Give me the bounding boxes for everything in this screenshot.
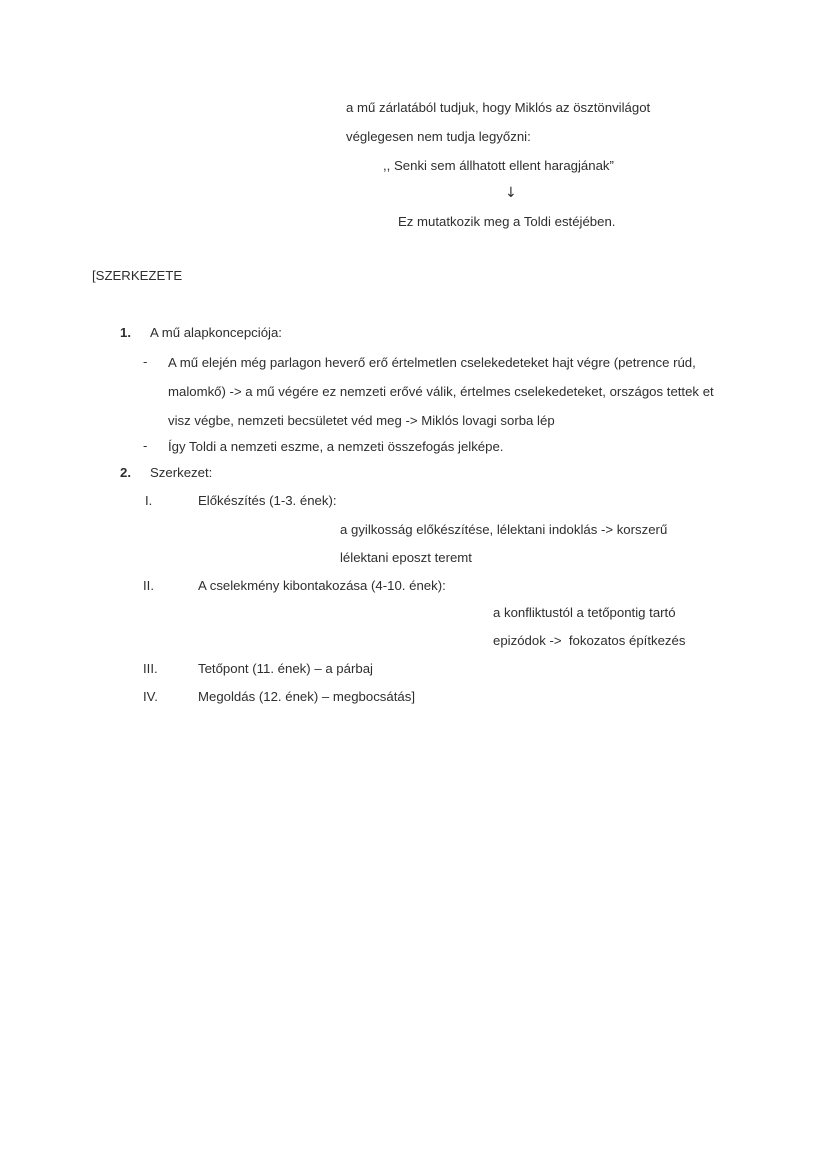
bullet-marker-1-1: -	[143, 354, 148, 369]
roman-marker-2: II.	[143, 578, 154, 593]
intro-conclusion: Ez mutatkozik meg a Toldi estéjében.	[398, 214, 616, 229]
roman-text-1: Előkészítés (1-3. ének):	[198, 493, 337, 508]
intro-quotation: ,, Senki sem állhatott ellent haragjának”	[383, 158, 614, 173]
down-arrow-icon: ↓	[505, 185, 517, 201]
intro-line-2: véglegesen nem tudja legyőzni:	[346, 129, 531, 144]
list-marker-1: 1.	[120, 325, 131, 340]
roman-1-note-1: a gyilkosság előkészítése, lélektani indoklás -> korszerű	[340, 522, 668, 537]
list-item-2-title: Szerkezet:	[150, 465, 213, 480]
intro-line-1: a mű zárlatából tudjuk, hogy Miklós az ösztönvilágot	[346, 100, 651, 115]
bullet-marker-1-2: -	[143, 438, 148, 453]
roman-text-3: Tetőpont (11. ének) – a párbaj	[198, 661, 373, 676]
roman-marker-4: IV.	[143, 689, 158, 704]
roman-text-2: A cselekmény kibontakozása (4-10. ének):	[198, 578, 446, 593]
bullet-text-1-2: Így Toldi a nemzeti eszme, a nemzeti összefogás jelképe.	[168, 439, 504, 454]
roman-text-4: Megoldás (12. ének) – megbocsátás]	[198, 689, 415, 704]
roman-marker-1: I.	[145, 493, 153, 508]
roman-marker-3: III.	[143, 661, 158, 676]
roman-2-note-1: a konfliktustól a tetőpontig tartó	[493, 605, 676, 620]
roman-1-note-2: lélektani eposzt teremt	[340, 550, 472, 565]
list-marker-2: 2.	[120, 465, 131, 480]
page-title: [SZERKEZETE	[92, 268, 183, 283]
roman-2-note-2: epizódok -> fokozatos építkezés	[493, 633, 686, 648]
list-item-1-title: A mű alapkoncepciója:	[150, 325, 282, 340]
bullet-text-1-1: A mű elején még parlagon heverő erő értelmetlen cselekedeteket hajt végre (petrence rúd, malomkő) -> a mű végére ez nemzeti erővé válik, értelmes cselekedeteket, országos tettek et visz végbe, nemzeti becsületet véd meg -> Miklós lovagi sorba lép	[168, 355, 714, 428]
